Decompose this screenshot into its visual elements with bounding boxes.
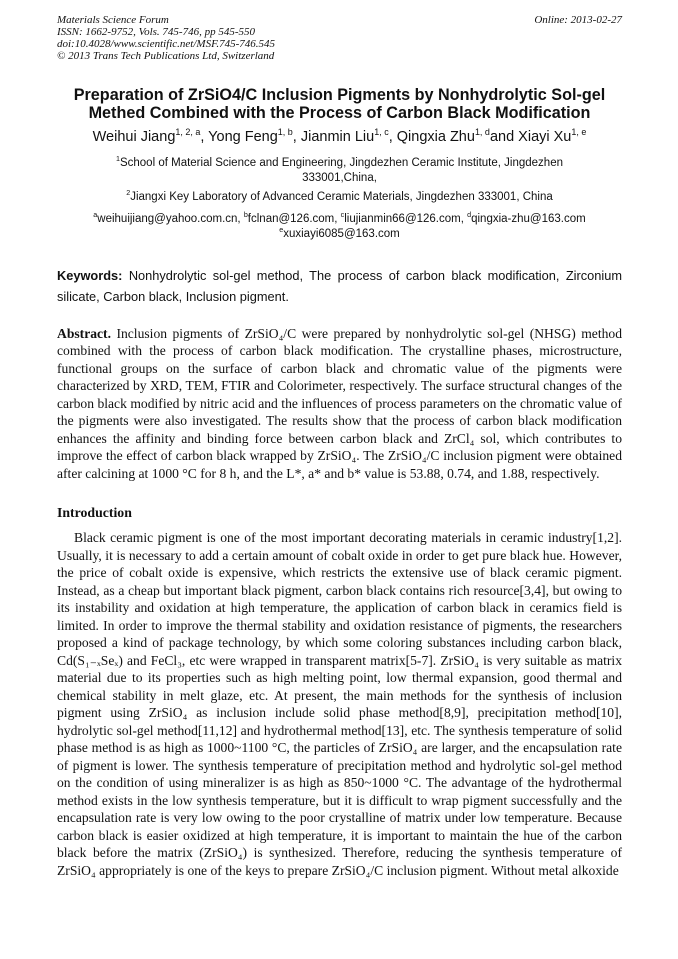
- author-separator: ,: [388, 128, 397, 145]
- author-1: [92, 126, 209, 145]
- email-e-address: xuxiayi6085@163.com: [283, 228, 400, 241]
- email-d-address: qingxia-zhu@163.com: [471, 212, 586, 225]
- keywords-block: [57, 265, 622, 308]
- doi-line: doi:10.4028/www.scientific.net/MSF.745-746.545: [57, 37, 276, 50]
- author-4-name: Qingxia Zhu: [396, 128, 475, 145]
- affiliation-2-line-1: Jiangxi Key Laboratory of Advanced Ceramic Materials, Jingdezhen 333001, China: [130, 190, 553, 203]
- journal-name: Materials Science Forum: [57, 14, 169, 26]
- abstract-label: Abstract.: [57, 325, 111, 341]
- email-a-address: weihuijiang@yahoo.com.cn,: [97, 212, 244, 225]
- online-date: Online: 2013-02-27: [534, 14, 622, 26]
- email-b-address: fclnan@126.com,: [247, 212, 341, 225]
- author-separator: ,: [200, 128, 209, 145]
- email-d-mark: d: [467, 210, 472, 219]
- author-separator: ,: [292, 128, 301, 145]
- email-c-address: liujianmin66@126.com,: [344, 212, 468, 225]
- affiliation-2: [57, 190, 622, 205]
- author-4: [396, 126, 519, 145]
- email-a: [93, 210, 244, 225]
- email-d: [467, 210, 586, 225]
- author-1-name: Weihui Jiang: [92, 128, 176, 145]
- author-2: [208, 126, 301, 145]
- author-emails: [57, 212, 622, 243]
- journal-header-left: [57, 15, 275, 63]
- introduction-heading: Introduction: [57, 505, 132, 521]
- author-separator: and: [489, 128, 519, 145]
- email-b: [243, 210, 341, 225]
- author-3-name: Jianmin Liu: [300, 128, 375, 145]
- email-c-mark: c: [340, 210, 345, 219]
- author-1-affil-marks: 1, 2, a: [175, 126, 201, 137]
- keywords-text: Nonhydrolytic sol-gel method, The process of carbon black modification, Zirconium silicate, Carbon black, Inclusion pigment.: [57, 267, 622, 305]
- authors-line: [57, 128, 622, 147]
- author-5: [518, 126, 587, 145]
- email-e-mark: e: [279, 226, 284, 235]
- author-5-name: Xiayi Xu: [518, 128, 572, 145]
- copyright-line: © 2013 Trans Tech Publications Ltd, Switzerland: [57, 49, 275, 62]
- abstract-text: Inclusion pigments of ZrSiO₄/C were prepared by nonhydrolytic sol-gel (NHSG) method combined with the process of carbon black modification. The crystalline phases, microstructure, functional groups on the surface of carbon black and chromatic value of the pigments were characterized by XRD, TEM, FTIR and Colorimeter, respectively. The surface structural changes of the carbon black modified by nitric acid and the influences of process parameters on the chromatic value of the pigments were also investigated. The results show that the process of carbon black modification enhances the affinity and binding force between carbon black and ZrCl₄ sol, which contributes to improve the effect of carbon black wrapped by ZrSiO₄. The ZrSiO₄/C inclusion pigment were obtained after calcining at 1000 °C for 8 h, and the L*, a* and b* value is 53.88, 0.74, and 1.88, respectively.: [57, 325, 622, 481]
- author-4-affil-marks: 1, d: [474, 126, 490, 137]
- abstract-block: [57, 325, 622, 483]
- email-e: [279, 228, 400, 240]
- affiliation-1-mark: 1: [116, 154, 120, 163]
- affiliation-1-line-2: 333001,China,: [302, 171, 377, 184]
- affiliation-1: [57, 156, 622, 186]
- paper-title-line-2: Methed Combined with the Process of Carbon Black Modification: [88, 104, 591, 123]
- author-2-affil-marks: 1, b: [277, 126, 293, 137]
- email-b-mark: b: [243, 210, 248, 219]
- introduction-paragraph: Black ceramic pigment is one of the most important decorating materials in ceramic industry[1,2]. Usually, it is necessary to add a certain amount of cobalt oxide in order to get pure black hue. However, the price of cobalt oxide is expensive, which restricts the extensive use of black ceramic pigment. Instead, as a cheap but important black pigment, carbon black contains rich resource[3,4], but owing to its instability and oxidation at high temperature, the application of carbon black in ceramics field is limited. In order to improve the thermal stability and oxidation resistance of pigments, the researchers proposed a kind of package technology, by which some coloring substances including carbon black, Cd(S₁₋ₓSeₓ) and FeCl₃, etc were wrapped in transparent matrix[5-7]. ZrSiO₄ is very suitable as matrix material due to its properties such as high melting point, low thermal expansion, good thermal and chemical stability in melt glaze, etc. At present, the main methods for the synthesis of inclusion pigment using ZrSiO₄ as inclusion include solid phase method[8,9], precipitation method[10], hydrolytic sol-gel method[11,12] and hydrothermal method[13], etc. The synthesis temperature of solid phase method is as high as 1000~1100 °C, the particles of ZrSiO₄ are larger, and the encapsulation rate of pigment is lower. The synthesis temperature of precipitation method and hydrolytic sol-gel method on the condition of using mineralizer is as high as 850~1000 °C. The advantage of the hydrothermal method exists in the low synthesis temperature, but it is difficult to wrap pigment successfully and the encapsulation rate is very low owing to the poor crystalline of matrix under low temperature. Because carbon black is easier oxidized at high temperature, it is important to maintain the hue of the carbon black before the matrix (ZrSiO₄) is synthesized. Therefore, reducing the synthesis temperature of ZrSiO₄ appropriately is one of the keys to prepare ZrSiO₄/C inclusion pigment. Without metal alkoxide: [57, 530, 622, 878]
- paper-title: [57, 86, 622, 123]
- affiliation-1-line-1: School of Material Science and Engineering, Jingdezhen Ceramic Institute, Jingdezhen: [119, 156, 563, 169]
- email-a-mark: a: [93, 210, 98, 219]
- paper-title-line-1: Preparation of ZrSiO4/C Inclusion Pigments by Nonhydrolytic Sol-gel: [73, 85, 606, 104]
- journal-header: [57, 15, 622, 63]
- author-3-affil-marks: 1, c: [374, 126, 389, 137]
- keywords-label: Keywords:: [57, 267, 123, 283]
- author-5-affil-marks: 1, e: [571, 126, 587, 137]
- affiliation-2-mark: 2: [126, 188, 131, 197]
- author-2-name: Yong Feng: [208, 128, 278, 145]
- issn-line: ISSN: 1662-9752, Vols. 745-746, pp 545-550: [57, 25, 255, 38]
- author-3: [300, 126, 397, 145]
- email-c: [340, 210, 468, 225]
